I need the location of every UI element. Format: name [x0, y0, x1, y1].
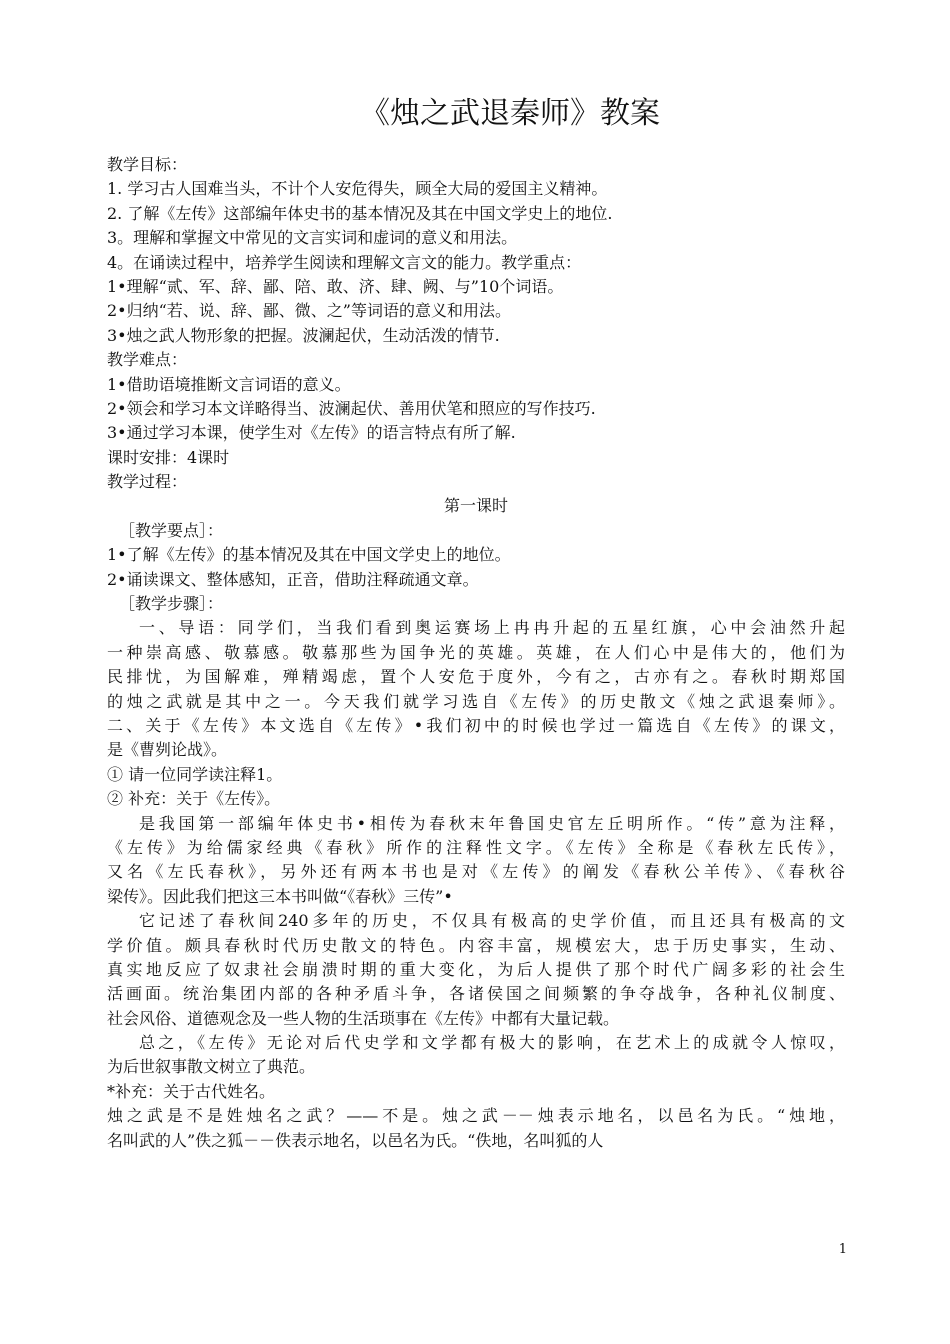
text-line: 学价值。颇具春秋时代历史散文的特色。内容丰富，规模宏大，忠于历史事实，生动、: [107, 935, 845, 955]
text-line: 活画面。统治集团内部的各种矛盾斗争，各诸侯国之间频繁的争夺战争，各种礼仪制度、: [107, 984, 845, 1004]
text-line: 1. 学习古人国难当头，不计个人安危得失，顾全大局的爱国主义精神。: [107, 179, 608, 199]
text-line: ［教学要点］：: [119, 520, 224, 540]
text-line: ［教学步骤］：: [119, 594, 224, 614]
text-line: 真实地反应了奴隶社会崩溃时期的重大变化，为后人提供了那个时代广阔多彩的社会生: [107, 959, 845, 979]
text-line: 民排忧，为国解难，殚精竭虑，置个人安危于度外，今有之，古亦有之。春秋时期郑国: [107, 667, 845, 687]
text-line: 教学过程：: [107, 472, 188, 492]
text-line: 1•了解《左传》的基本情况及其在中国文学史上的地位。: [107, 545, 511, 565]
text-line: 3。理解和掌握文中常见的文言实词和虚词的意义和用法。: [107, 228, 518, 248]
text-line: 2•归纳“若、说、辞、鄙、微、之”等词语的意义和用法。: [107, 301, 511, 321]
text-line: 烛之武是不是姓烛名之武？——不是。烛之武－－烛表示地名，以邑名为氏。“烛地，: [107, 1106, 845, 1126]
text-line: 又名《左氏春秋》，另外还有两本书也是对《左传》的阐发《春秋公羊传》、《春秋谷: [107, 862, 845, 882]
text-line: 一、导语：同学们，当我们看到奥运赛场上冉冉升起的五星红旗，心中会油然升起: [139, 618, 845, 638]
text-line: 1•借助语境推断文言词语的意义。: [107, 374, 351, 394]
list-item: ① 请一位同学读注释1。: [107, 764, 283, 784]
page-title: 《烛之武退秦师》教案: [360, 96, 660, 131]
text-line: 是《曹刿论战》。: [107, 740, 228, 760]
text-line: 总之，《左传》无论对后代史学和文学都有极大的影响，在艺术上的成就令人惊叹，: [139, 1033, 845, 1053]
text-line: 梁传》。因此我们把这三本书叫做“《春秋》三传”•: [107, 886, 453, 906]
text-line: 二、关于《左传》本文选自《左传》•我们初中的时候也学过一篇选自《左传》的课文，: [107, 715, 845, 735]
text-line: 是我国第一部编年体史书•相传为春秋末年鲁国史官左丘明所作。“传”意为注释，: [139, 813, 845, 833]
document-body: [107, 153, 845, 1153]
text-line: 3•通过学习本课，使学生对《左传》的语言特点有所了解.: [107, 423, 516, 443]
text-line: 2. 了解《左传》这部编年体史书的基本情况及其在中国文学史上的地位.: [107, 203, 613, 223]
text-line: 一种崇高感、敬慕感。敬慕那些为国争光的英雄。英雄，在人们心中是伟大的，他们为: [107, 642, 845, 662]
text-line: 教学目标：: [107, 155, 188, 174]
text-line: *补充：关于古代姓名。: [107, 1081, 276, 1101]
page-number: 1: [838, 1242, 847, 1257]
text-line: 它记述了春秋间240多年的历史，不仅具有极高的史学价值，而且还具有极高的文: [139, 911, 845, 931]
text-line: 2•领会和学习本文详略得当、波澜起伏、善用伏笔和照应的写作技巧.: [107, 398, 596, 418]
list-item: ② 补充：关于《左传》。: [107, 789, 281, 809]
text-line: 社会风俗、道德观念及一些人物的生活琐事在《左传》中都有大量记载。: [107, 1008, 620, 1028]
text-line: 课时安排：4课时: [107, 447, 230, 467]
text-line: 3•烛之武人物形象的把握。波澜起伏，生动活泼的情节.: [107, 325, 500, 345]
text-line: 为后世叙事散文树立了典范。: [107, 1057, 316, 1077]
text-line: 2•诵读课文、整体感知，正音，借助注释疏通文章。: [107, 569, 479, 589]
text-line: 的烛之武就是其中之一。今天我们就学习选自《左传》的历史散文《烛之武退秦师》。: [107, 691, 845, 711]
text-line: 教学难点：: [107, 350, 188, 370]
text-line: 4。在诵读过程中，培养学生阅读和理解文言文的能力。教学重点：: [107, 252, 582, 272]
text-line: 《左传》为给儒家经典《春秋》所作的注释性文字。《左传》全称是《春秋左氏传》，: [107, 837, 845, 857]
text-line: 名叫武的人”佚之狐－－佚表示地名，以邑名为氏。“佚地，名叫狐的人: [107, 1130, 604, 1150]
section-heading: 第一课时: [443, 496, 508, 516]
text-line: 1•理解“贰、军、辞、鄙、陪、敢、济、肆、阙、与”10个词语。: [107, 276, 564, 296]
